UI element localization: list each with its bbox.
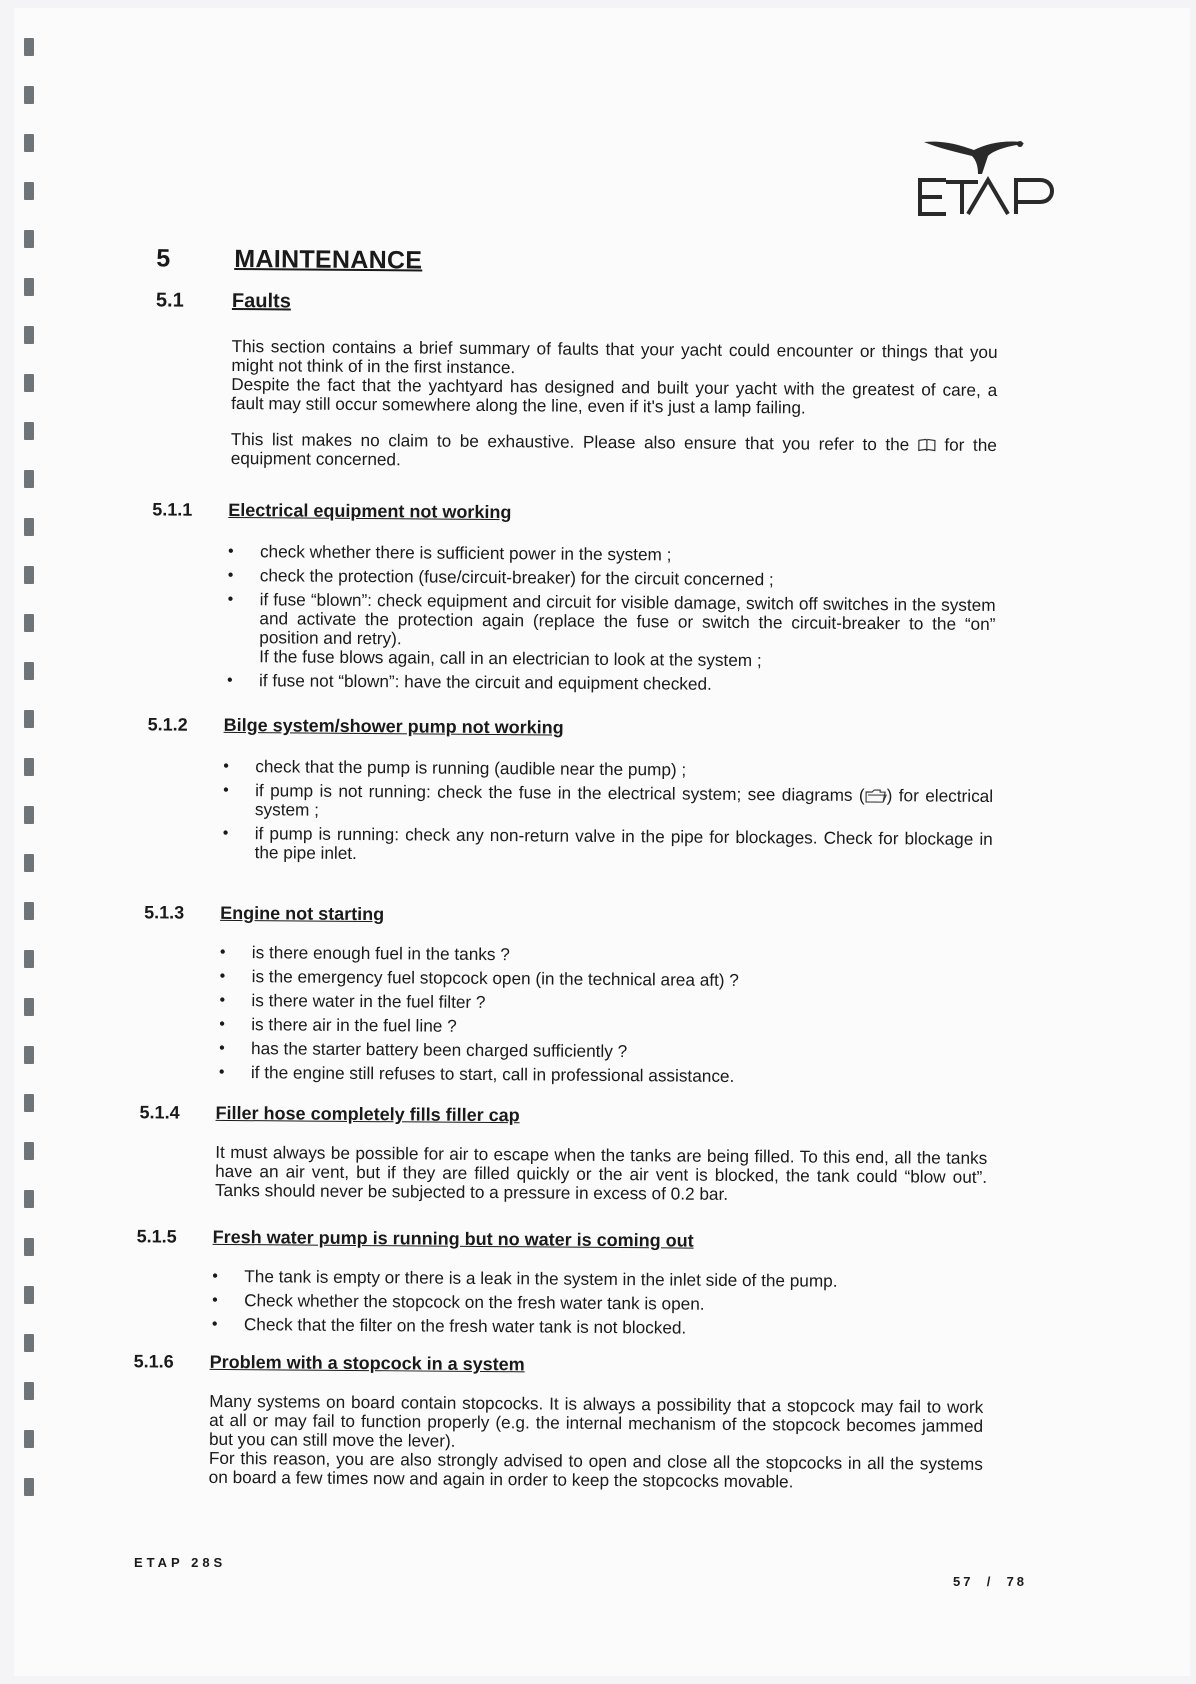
section-title: Problem with a stopcock in a system <box>209 1351 525 1375</box>
list-item-text: ) for electrical system ; <box>254 785 994 820</box>
total-pages: 78 <box>1006 1574 1028 1589</box>
section-title: Engine not starting <box>220 902 385 925</box>
list-item: • Check that the filter on the fresh water tank is not blocked. <box>212 1315 984 1340</box>
manual-page <box>14 8 1190 1676</box>
section-title: Electrical equipment not working <box>228 499 512 523</box>
section-number: 5.1.6 <box>133 1351 174 1372</box>
list-item: • The tank is empty or there is a leak in the system in the inlet side of the pump. <box>212 1267 984 1292</box>
section-text <box>215 1143 987 1206</box>
list-item: • is there enough fuel in the tanks ? <box>220 943 990 968</box>
list-item-text: if fuse “blown”: check equipment and circuit for visible damage, switch off switches in the system and activate the protection again (replace the fuse or switch the circuit-breaker to the “on” position and retry). <box>259 589 996 649</box>
folder-icon <box>865 789 887 803</box>
section-title: Filler hose completely fills filler cap <box>215 1102 520 1126</box>
list-item: • if pump is running: check any non-return valve in the pipe for blockages. Check for blockage in the pipe inlet. <box>223 824 993 868</box>
book-icon <box>918 438 936 451</box>
footer-page-number <box>953 1574 1027 1589</box>
intro-paragraph: This section contains a brief summary of faults that your yacht could encounter or things that you might not think of in the first instance. <box>231 335 998 378</box>
list-item: • if the engine still refuses to start, call in professional assistance. <box>219 1063 989 1088</box>
page-separator: / <box>986 1574 994 1589</box>
section-number: 5.1.4 <box>139 1102 180 1123</box>
list-item: • if fuse not “blown”: have the circuit and equipment checked. <box>227 671 995 696</box>
section-number: 5.1.2 <box>147 714 188 735</box>
section-title: Faults <box>231 289 291 313</box>
paragraph: It must always be possible for air to escape when the tanks are being filled. To this end, all the tanks have an air vent, but if they are filled quickly or the air vent is blocked, the tank could “blow out”. Tanks should never be subjected to a pressure in excess of 0.2 bar. <box>214 1141 988 1204</box>
section-text <box>209 1392 984 1493</box>
list-item-text: if pump is not running: check the fuse in the electrical system; see diagrams ( <box>255 780 865 805</box>
chapter-title: MAINTENANCE <box>234 245 423 275</box>
paragraph: Many systems on board contain stopcocks. It is always a possibility that a stopcock may fail to work at all or may fail to function properly (e.g. the internal mechanism of the stopcock becomes jammed but you can still move the lever). <box>208 1390 984 1451</box>
section-title: Bilge system/shower pump not working <box>223 714 564 738</box>
logo-text: ETAP <box>916 123 957 140</box>
section-number: 5.1 <box>155 289 184 312</box>
footer-model: ETAP 28S <box>134 1555 227 1570</box>
page-content <box>7 3 1196 1680</box>
section-number: 5.1.1 <box>152 499 193 520</box>
chapter-number: 5 <box>156 244 171 273</box>
checklist <box>223 757 994 873</box>
note-text: for the equipment concerned. <box>230 434 997 470</box>
note-paragraph <box>231 430 997 474</box>
checklist <box>212 1267 985 1345</box>
list-item <box>223 781 993 825</box>
list-item-text: If the fuse blows again, call in an electrician to look at the system ; <box>259 646 762 671</box>
list-item: • check the protection (fuse/circuit-breaker) for the circuit concerned ; <box>228 566 996 591</box>
list-item: • has the starter battery been charged sufficiently ? <box>219 1039 989 1064</box>
section-number: 5.1.5 <box>136 1226 177 1247</box>
intro-paragraph: Despite the fact that the yachtyard has designed and built your yacht with the greatest of care, a fault may still occur somewhere along the line, even if it's just a lamp failing. <box>231 373 998 418</box>
list-item: • Check whether the stopcock on the fresh water tank is open. <box>212 1291 984 1316</box>
list-item <box>227 590 996 672</box>
list-item: • is there water in the fuel filter ? <box>219 991 989 1016</box>
section-title: Fresh water pump is running but no water is coming out <box>212 1226 694 1251</box>
section-intro <box>231 337 998 474</box>
paragraph: For this reason, you are also strongly advised to open and close all the stopcocks in all the systems on board a few times now and again in order to keep the stopcocks movable. <box>208 1447 983 1492</box>
list-item: • check whether there is sufficient power in the system ; <box>228 542 996 567</box>
current-page: 57 <box>953 1574 974 1589</box>
note-text: This list makes no claim to be exhaustive. Please also ensure that you refer to the <box>230 428 910 455</box>
list-item: • is there air in the fuel line ? <box>219 1015 989 1040</box>
list-item: • is the emergency fuel stopcock open (in the technical area aft) ? <box>220 967 990 992</box>
section-number: 5.1.3 <box>144 902 185 923</box>
list-item: • check that the pump is running (audible near the pump) ; <box>223 757 993 782</box>
checklist <box>227 542 996 701</box>
checklist <box>219 943 990 1093</box>
